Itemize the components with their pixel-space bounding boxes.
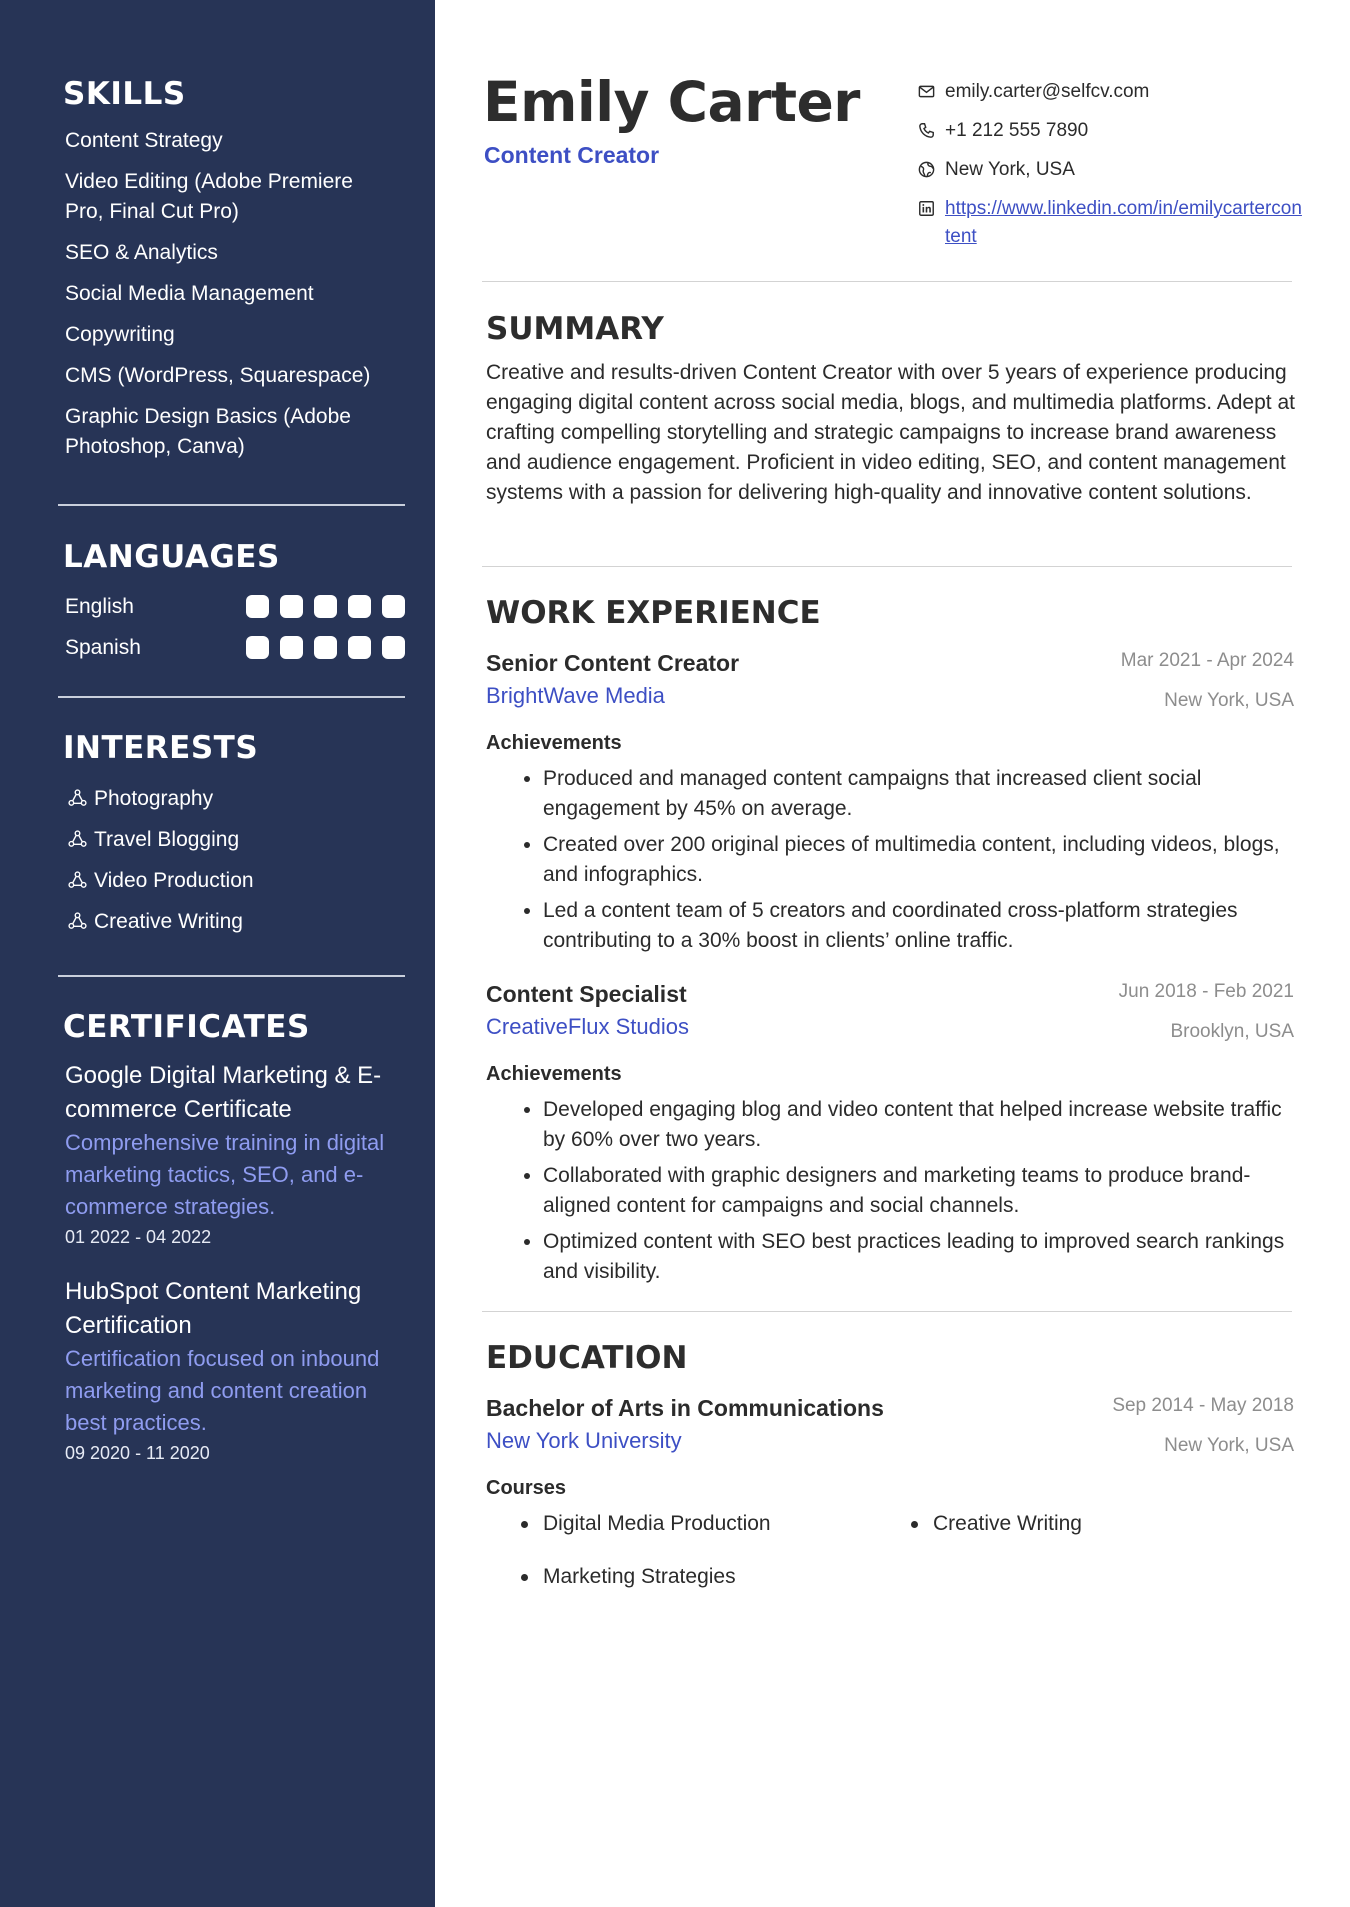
languages-section bbox=[58, 539, 405, 668]
phone-text[interactable]: +1 212 555 7890 bbox=[945, 120, 1089, 141]
course-item: Digital Media Production bbox=[543, 1509, 933, 1562]
email-text[interactable]: emily.carter@selfcv.com bbox=[945, 81, 1150, 102]
main-content bbox=[435, 0, 1350, 1907]
section-divider bbox=[482, 281, 1292, 282]
contact-location bbox=[917, 156, 1302, 184]
language-level-dot bbox=[280, 595, 303, 618]
language-level-dot bbox=[280, 636, 303, 659]
sidebar bbox=[0, 0, 435, 1907]
job-dates: Mar 2021 - Apr 2024 bbox=[1120, 650, 1294, 671]
interest-item bbox=[67, 860, 405, 901]
language-level-dot bbox=[382, 595, 405, 618]
candidate-role: Content Creator bbox=[484, 142, 660, 168]
achievements-list bbox=[486, 1095, 1294, 1287]
summary-text: Creative and results-driven Content Creator with over 5 years of experience producing engaging digital content across social media, blogs, and multimedia platforms. Adept at crafting compelling storytelling and strategic campaigns to increase brand awareness and audience engagement. Proficient in video editing, SEO, and content management systems with a passion for delivering high-quality and innovative content solutions. bbox=[486, 361, 1295, 504]
job-title: Senior Content Creator bbox=[486, 650, 740, 676]
sidebar-divider bbox=[58, 696, 405, 698]
job-header bbox=[486, 650, 1294, 716]
candidate-name: Emily Carter bbox=[483, 70, 860, 134]
education-entry bbox=[486, 1395, 1294, 1615]
contact-phone bbox=[917, 117, 1302, 145]
skill-item: SEO & Analytics bbox=[65, 241, 218, 264]
language-level-dots bbox=[246, 636, 405, 659]
achievement-item: • Optimized content with SEO best practices leading to improved search rankings and visibility. bbox=[543, 1227, 1294, 1287]
language-name: Spanish bbox=[65, 635, 141, 659]
globe-icon bbox=[917, 160, 936, 179]
certificate-name: HubSpot Content Marketing Certification bbox=[65, 1278, 362, 1339]
interests-title: INTERESTS bbox=[63, 730, 259, 766]
skills-title: SKILLS bbox=[63, 76, 186, 112]
language-level-dot bbox=[348, 636, 371, 659]
job-entry bbox=[486, 650, 1294, 962]
language-row bbox=[65, 627, 405, 668]
interest-label: Creative Writing bbox=[94, 909, 243, 933]
company-name: BrightWave Media bbox=[486, 683, 665, 708]
certificate-item bbox=[65, 1275, 405, 1467]
envelope-icon bbox=[917, 82, 936, 101]
achievement-item: • Led a content team of 5 creators and coordinated cross-platform strategies contributing to a 30% boost in clients’ online traffic. bbox=[543, 896, 1294, 956]
achievements-heading: Achievements bbox=[486, 732, 622, 754]
certificate-name: Google Digital Marketing & E-commerce Certificate bbox=[65, 1062, 382, 1123]
linkedin-icon bbox=[917, 199, 936, 218]
achievement-item: • Developed engaging blog and video content that helped increase website traffic by 60% over two years. bbox=[543, 1095, 1294, 1155]
interests-list bbox=[67, 778, 405, 942]
skills-list bbox=[65, 126, 405, 462]
skill-item: Video Editing (Adobe Premiere Pro, Final Cut Pro) bbox=[65, 170, 353, 223]
skill-item: Content Strategy bbox=[65, 129, 223, 152]
language-level-dot bbox=[314, 595, 337, 618]
language-name: English bbox=[65, 594, 134, 618]
languages-list bbox=[58, 586, 405, 668]
course-item: Creative Writing bbox=[933, 1509, 1323, 1562]
certificate-description: Certification focused on inbound marketing and content creation best practices. bbox=[65, 1346, 380, 1435]
language-level-dots bbox=[246, 595, 405, 618]
job-dates: Jun 2018 - Feb 2021 bbox=[1118, 981, 1294, 1002]
contact-block bbox=[917, 78, 1302, 262]
achievement-item: • Produced and managed content campaigns that increased client social engagement by 45% on average. bbox=[543, 764, 1294, 824]
interest-label: Photography bbox=[94, 786, 214, 810]
achievements-list bbox=[486, 764, 1294, 956]
course-item: Marketing Strategies bbox=[543, 1562, 933, 1615]
people-network-icon bbox=[67, 788, 88, 809]
language-level-dot bbox=[246, 636, 269, 659]
achievement-item: • Created over 200 original pieces of multimedia content, including videos, blogs, and infographics. bbox=[543, 830, 1294, 890]
linkedin-link[interactable]: https://www.linkedin.com/in/emilycartercontent bbox=[945, 198, 1302, 247]
language-level-dot bbox=[314, 636, 337, 659]
interest-item bbox=[67, 901, 405, 942]
interest-label: Travel Blogging bbox=[94, 827, 240, 851]
certificate-dates: 09 2020 - 11 2020 bbox=[65, 1443, 210, 1463]
achievements-heading: Achievements bbox=[486, 1063, 622, 1085]
school-name: New York University bbox=[486, 1428, 682, 1453]
interest-label: Video Production bbox=[94, 868, 254, 892]
job-location: Brooklyn, USA bbox=[1170, 1021, 1294, 1042]
skills-section bbox=[58, 76, 405, 473]
phone-icon bbox=[917, 121, 936, 140]
people-network-icon bbox=[67, 829, 88, 850]
interest-item bbox=[67, 819, 405, 860]
people-network-icon bbox=[67, 870, 88, 891]
degree-name: Bachelor of Arts in Communications bbox=[486, 1395, 884, 1421]
languages-title: LANGUAGES bbox=[63, 539, 280, 575]
certificate-item bbox=[65, 1059, 405, 1251]
education-dates: Sep 2014 - May 2018 bbox=[1112, 1395, 1294, 1416]
job-entry bbox=[486, 981, 1294, 1293]
sidebar-divider bbox=[58, 504, 405, 506]
skill-item: CMS (WordPress, Squarespace) bbox=[65, 364, 371, 387]
interest-item bbox=[67, 778, 405, 819]
section-divider bbox=[482, 566, 1292, 567]
language-level-dot bbox=[382, 636, 405, 659]
location-text: New York, USA bbox=[945, 159, 1075, 180]
people-network-icon bbox=[67, 911, 88, 932]
skill-item: Copywriting bbox=[65, 323, 175, 346]
certificates-section bbox=[58, 1009, 405, 1467]
achievement-item: • Collaborated with graphic designers and marketing teams to produce brand-aligned content for campaigns and social channels. bbox=[543, 1161, 1294, 1221]
skill-item: Social Media Management bbox=[65, 282, 314, 305]
language-level-dot bbox=[246, 595, 269, 618]
language-row bbox=[65, 586, 405, 627]
section-divider bbox=[482, 1311, 1292, 1312]
education-title: EDUCATION bbox=[486, 1340, 688, 1376]
certificate-dates: 01 2022 - 04 2022 bbox=[65, 1227, 212, 1247]
job-title: Content Specialist bbox=[486, 981, 687, 1007]
work-experience-title: WORK EXPERIENCE bbox=[486, 595, 821, 631]
education-header bbox=[486, 1395, 1294, 1461]
certificates-title: CERTIFICATES bbox=[63, 1009, 310, 1045]
skill-item: Graphic Design Basics (Adobe Photoshop, Canva) bbox=[65, 405, 351, 458]
contact-email bbox=[917, 78, 1302, 106]
contact-linkedin bbox=[917, 195, 1302, 251]
language-level-dot bbox=[348, 595, 371, 618]
company-name: CreativeFlux Studios bbox=[486, 1014, 689, 1039]
certificate-description: Comprehensive training in digital marketing tactics, SEO, and e-commerce strategies. bbox=[65, 1130, 385, 1219]
sidebar-divider bbox=[58, 975, 405, 977]
interests-section bbox=[58, 730, 405, 942]
courses-list bbox=[486, 1509, 1294, 1615]
courses-heading: Courses bbox=[486, 1477, 567, 1499]
education-location: New York, USA bbox=[1164, 1435, 1294, 1456]
summary-title: SUMMARY bbox=[486, 311, 664, 347]
job-location: New York, USA bbox=[1164, 690, 1294, 711]
job-header bbox=[486, 981, 1294, 1047]
